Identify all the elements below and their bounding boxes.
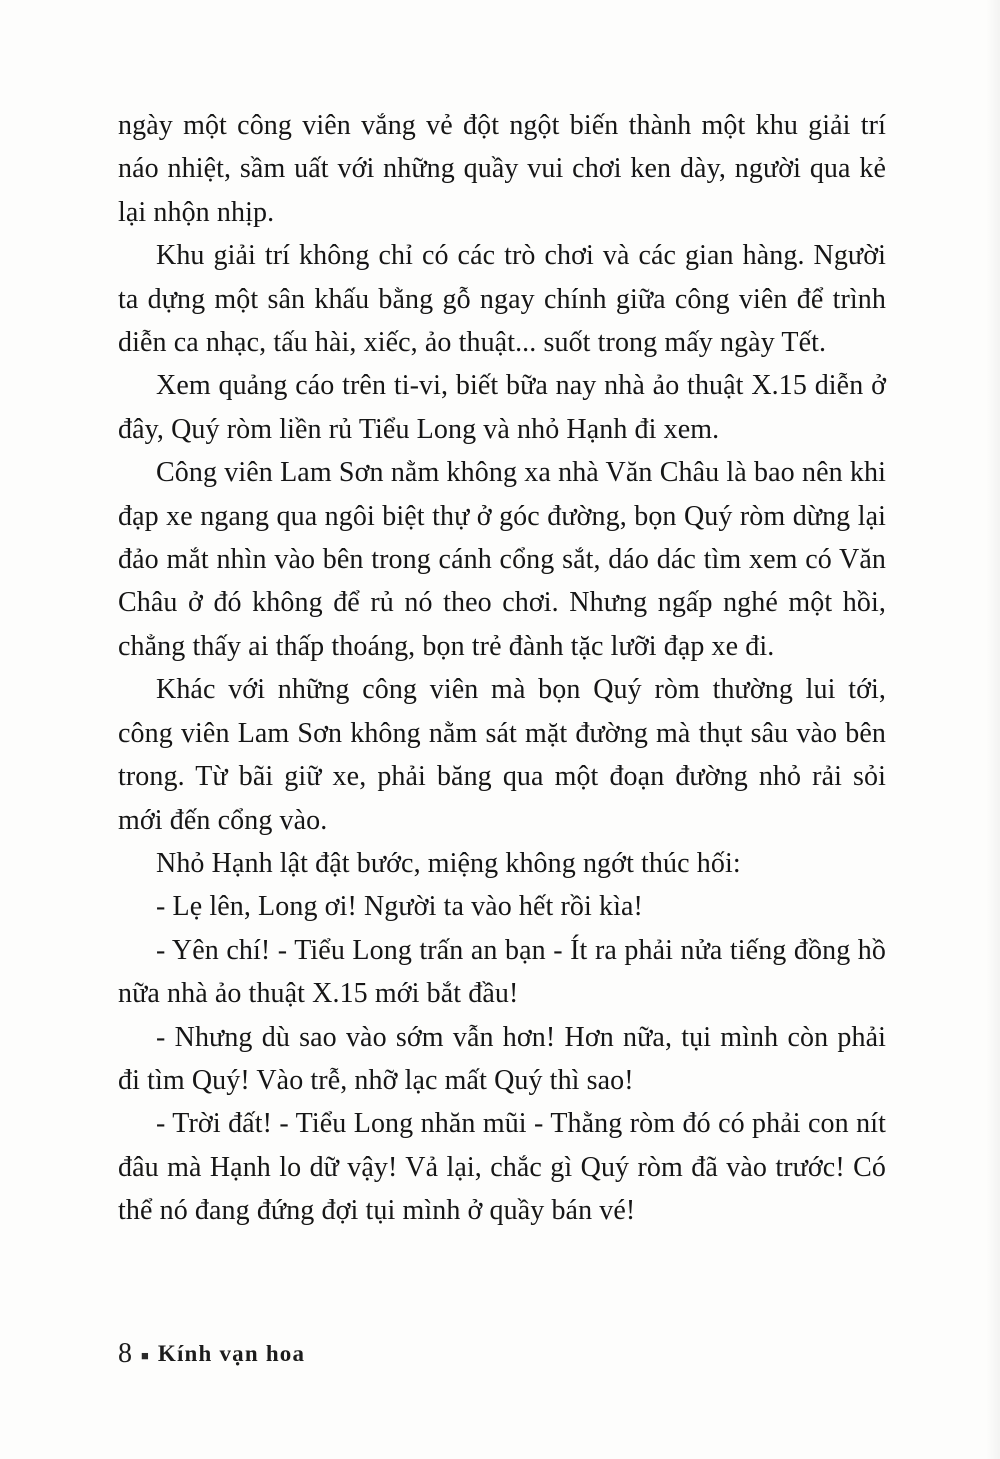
paragraph: ngày một công viên vắng vẻ đột ngột biến thành một khu giải trí náo nhiệt, sầm uất với những quầy vui chơi ken dày, người qua kẻ lại nhộn nhịp. — [118, 110, 886, 228]
paragraph: - Lẹ lên, Long ơi! Người ta vào hết rồi kìa! — [156, 891, 643, 923]
page-footer — [118, 1338, 305, 1370]
page-text — [118, 104, 886, 1233]
paragraph: Nhỏ Hạnh lật đật bước, miệng không ngớt thúc hối: — [156, 847, 741, 879]
page-number: 8 — [118, 1338, 132, 1369]
footer-square-icon: ■ — [141, 1347, 149, 1363]
paragraph: - Trời đất! - Tiểu Long nhăn mũi - Thằng ròm đó có phải con nít đâu mà Hạnh lo dữ vậy! Vả lại, chắc gì Quý ròm đã vào trước! Có thể nó đang đứng đợi tụi mình ở quầy bán vé! — [118, 1108, 886, 1227]
paragraph: Xem quảng cáo trên ti-vi, biết bữa nay nhà ảo thuật X.15 diễn ở đây, Quý ròm liền rủ Tiểu Long và nhỏ Hạnh đi xem. — [118, 370, 886, 445]
paragraph: - Nhưng dù sao vào sớm vẫn hơn! Hơn nữa, tụi mình còn phải đi tìm Quý! Vào trễ, nhỡ lạc mất Quý thì sao! — [118, 1021, 886, 1096]
paragraph: Khu giải trí không chỉ có các trò chơi và các gian hàng. Người ta dựng một sân khấu bằng gỗ ngay chính giữa công viên để trình diễn ca nhạc, tấu hài, xiếc, ảo thuật... suốt trong mấy ngày Tết. — [118, 240, 886, 359]
paragraph: Khác với những công viên mà bọn Quý ròm thường lui tới, công viên Lam Sơn không nằm sát mặt đường mà thụt sâu vào bên trong. Từ bãi giữ xe, phải băng qua một đoạn đường nhỏ rải sỏi mới đến cổng vào. — [118, 674, 886, 836]
paragraph: Công viên Lam Sơn nằm không xa nhà Văn Châu là bao nên khi đạp xe ngang qua ngôi biệt thự ở góc đường, bọn Quý ròm dừng lại đảo mắt nhìn vào bên trong cánh cổng sắt, dáo dác tìm xem có Văn Châu ở đó không để rủ nó theo chơi. Nhưng ngấp nghé một hồi, chẳng thấy ai thấp thoáng, bọn trẻ đành tặc lưỡi đạp xe đi. — [118, 457, 886, 662]
book-title: Kính vạn hoa — [157, 1341, 306, 1366]
paragraph: - Yên chí! - Tiểu Long trấn an bạn - Ít ra phải nửa tiếng đồng hồ nữa nhà ảo thuật X.15 mới bắt đầu! — [118, 934, 886, 1010]
